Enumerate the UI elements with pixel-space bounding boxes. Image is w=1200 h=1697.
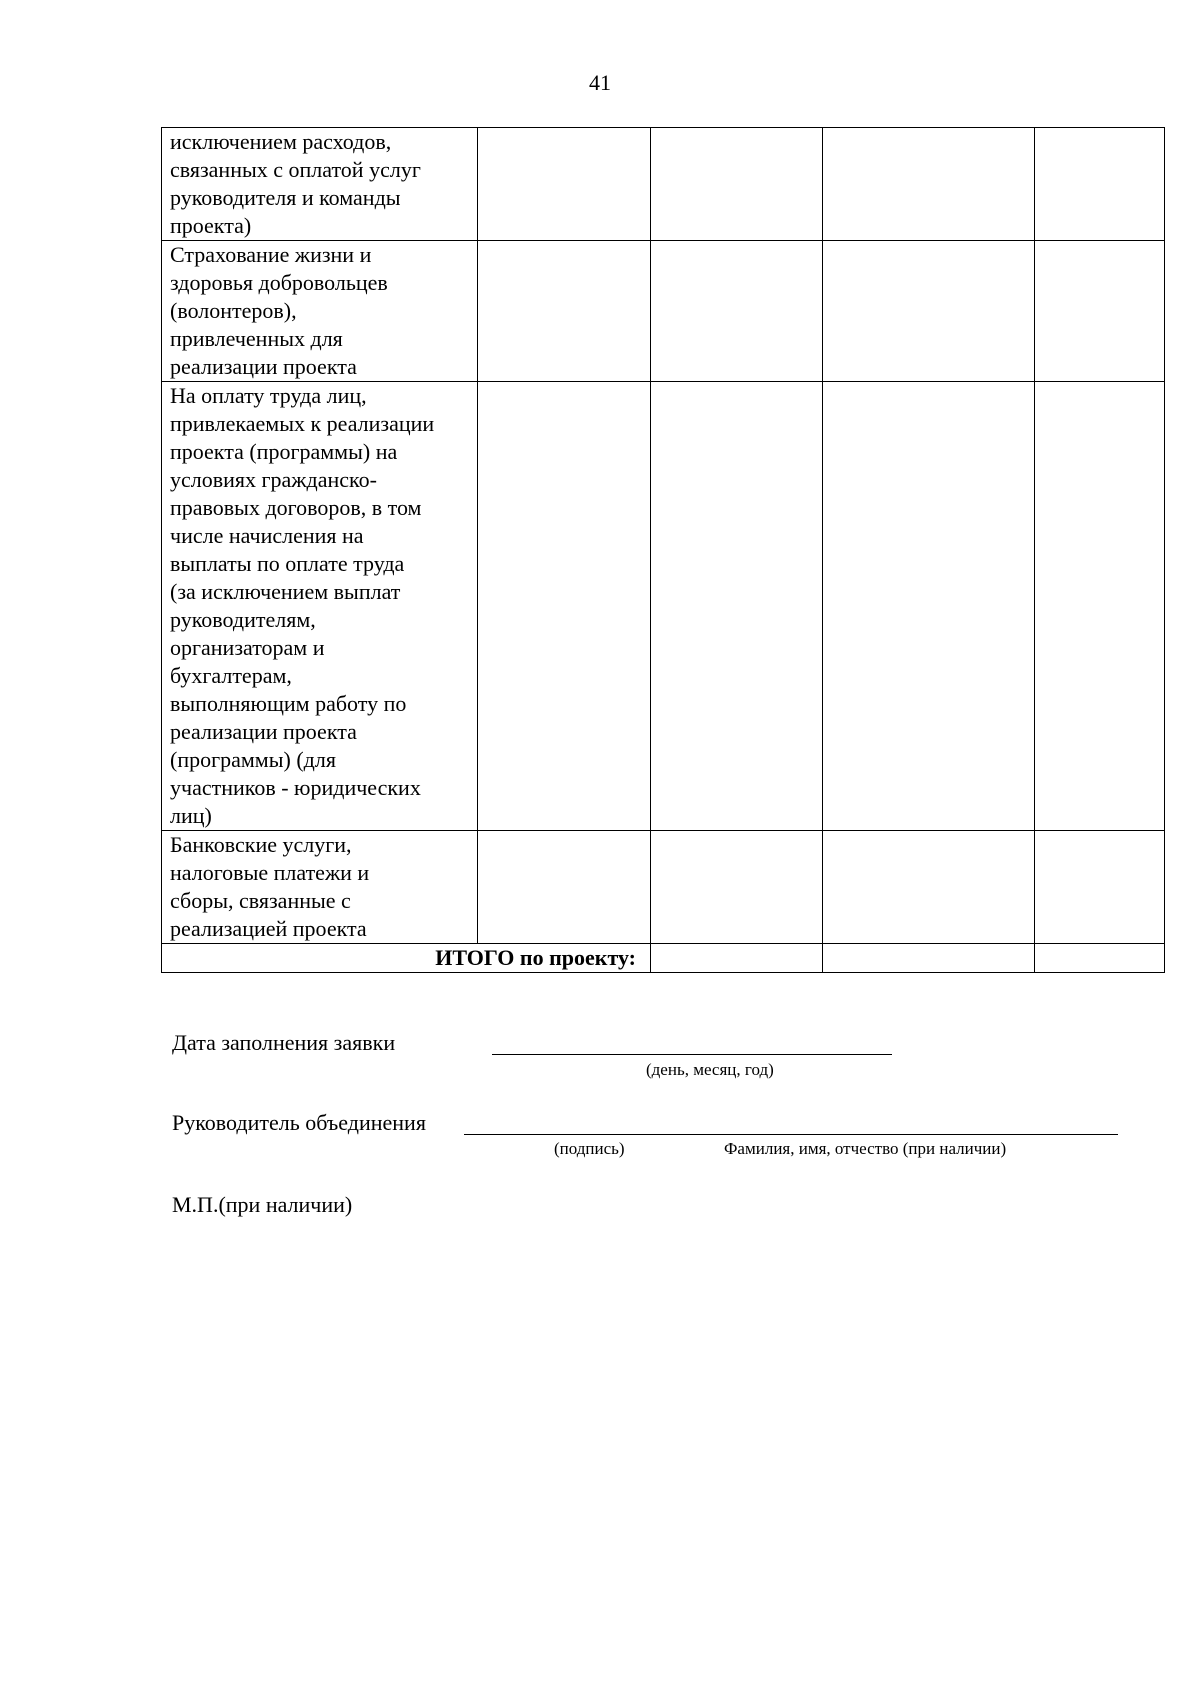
table-cell (1035, 831, 1165, 944)
total-row (162, 944, 1165, 973)
table-cell (1035, 128, 1165, 241)
date-underline[interactable] (492, 1054, 892, 1055)
table-row (162, 241, 1165, 382)
table-cell (478, 128, 651, 241)
total-cell (1035, 944, 1165, 973)
row-label: На оплату труда лиц, привлекаемых к реализации проекта (программы) на условиях гражданско- правовых договоров, в том числе начисления на выплаты по оплате труда (за исключением выплат руководителям, организаторам и бухгалтерам, выполняющим работу по реализации проекта (программы) (для участников - юридических лиц) (162, 382, 478, 831)
table-cell (651, 831, 823, 944)
stamp-label: М.П.(при наличии) (172, 1192, 353, 1217)
row-label: исключением расходов, связанных с оплатой услуг руководителя и команды проекта) (162, 128, 478, 241)
table-cell (651, 241, 823, 382)
table-cell (823, 241, 1035, 382)
table-cell (478, 831, 651, 944)
date-label: Дата заполнения заявки (172, 1030, 396, 1055)
table-row (162, 128, 1165, 241)
total-cell (651, 944, 823, 973)
table-cell (823, 831, 1035, 944)
table-row (162, 831, 1165, 944)
row-label: Банковские услуги, налоговые платежи и сборы, связанные с реализацией проекта (162, 831, 478, 944)
signature-underline[interactable] (464, 1134, 1118, 1135)
budget-table (161, 127, 1165, 973)
fio-caption: Фамилия, имя, отчество (при наличии) (724, 1139, 1007, 1158)
row-label: Страхование жизни и здоровья добровольцев (волонтеров), привлеченных для реализации проекта (162, 241, 478, 382)
page-number: 41 (589, 70, 611, 95)
total-label: ИТОГО по проекту: (162, 944, 651, 973)
total-cell (823, 944, 1035, 973)
signature-caption: (подпись) (554, 1139, 625, 1158)
table-cell (478, 241, 651, 382)
table-cell (478, 382, 651, 831)
table-cell (651, 382, 823, 831)
head-label: Руководитель объединения (172, 1110, 426, 1135)
table-cell (823, 128, 1035, 241)
table-cell (1035, 382, 1165, 831)
date-caption: (день, месяц, год) (646, 1060, 774, 1079)
table-cell (651, 128, 823, 241)
table-cell (823, 382, 1035, 831)
table-row (162, 382, 1165, 831)
table-cell (1035, 241, 1165, 382)
